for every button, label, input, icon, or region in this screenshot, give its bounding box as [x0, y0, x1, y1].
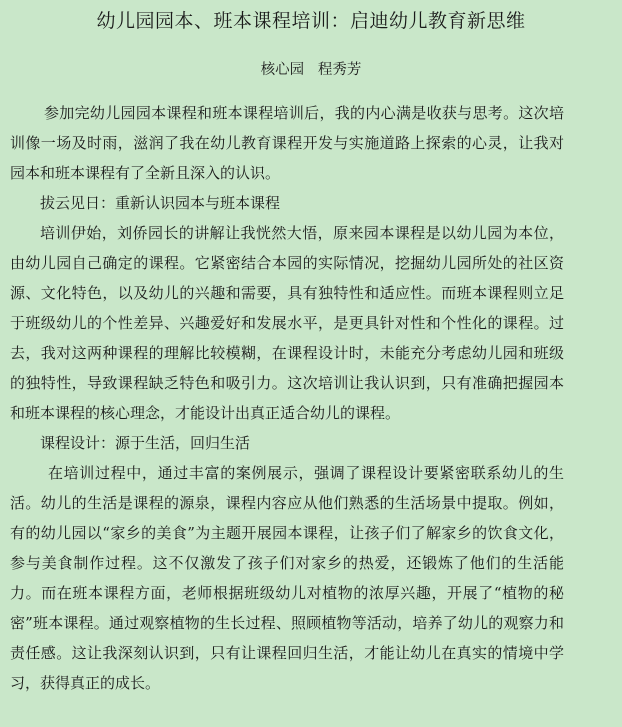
section-body-2: 在培训过程中，通过丰富的案例展示，强调了课程设计要紧密联系幼儿的生活。幼儿的生活是课程的源泉，课程内容应从他们熟悉的生活场景中提取。例如，有的幼儿园以“家乡的美食”为主题开展园本课程，让孩子们了解家乡的饮食文化，参与美食制作过程。这不仅激发了孩子们对家乡的热爱，还锻炼了他们的生活能力。而在班本课程方面，老师根据班级幼儿对植物的浓厚兴趣，开展了“植物的秘密”班本课程。通过观察植物的生长过程、照顾植物等活动，培养了幼儿的观察力和责任感。这让我深刻认识到，只有让课程回归生活，才能让幼儿在真实的情境中学习，获得真正的成长。 — [10, 464, 564, 692]
intro-paragraph: 参加完幼儿园园本课程和班本课程培训后，我的内心满是收获与思考。这次培训像一场及时雨，滋润了我在幼儿教育课程开发与实施道路上探索的心灵，让我对园本和班本课程有了全新且深入的认识。 — [10, 104, 564, 182]
section-heading-1: 拔云见日：重新认识园本与班本课程 — [40, 194, 281, 212]
section-heading-2: 课程设计：源于生活，回归生活 — [40, 434, 251, 452]
document-title: 幼儿园园本、班本课程培训：启迪幼儿教育新思维 — [96, 10, 526, 32]
author-line: 核心园 程秀芳 — [260, 62, 362, 78]
section-body-1: 培训伊始，刘侨园长的讲解让我恍然大悟，原来园本课程是以幼儿园为本位，由幼儿园自己确定的课程。它紧密结合本园的实际情况，挖掘幼儿园所处的社区资源、文化特色，以及幼儿的兴趣和需要，具有独特性和适应性。而班本课程则立足于班级幼儿的个性差异、兴趣爱好和发展水平，是更具针对性和个性化的课程。过去，我对这两种课程的理解比较模糊，在课程设计时，未能充分考虑幼儿园和班级的独特性，导致课程缺乏特色和吸引力。这次培训让我认识到，只有准确把握园本和班本课程的核心理念，才能设计出真正适合幼儿的课程。 — [10, 224, 564, 422]
